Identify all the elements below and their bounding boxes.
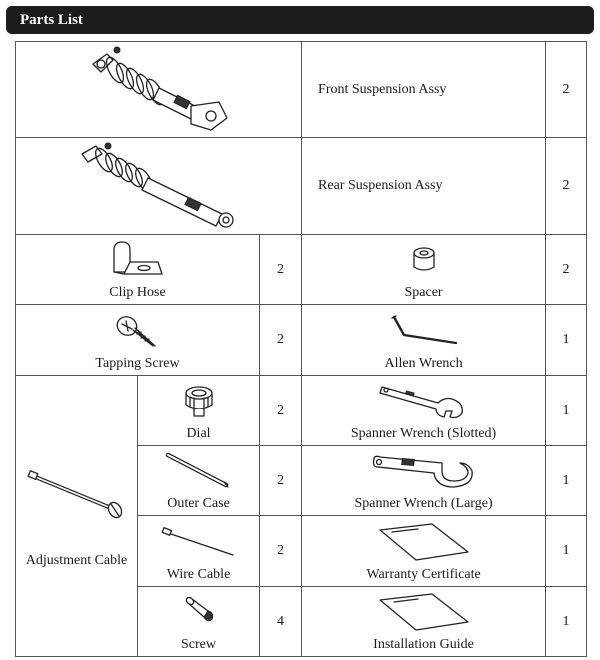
wire-cable-name: Wire Cable (166, 567, 231, 582)
clip-hose-icon (110, 240, 166, 280)
dial-cell (138, 376, 260, 446)
outer-case-qty: 2 (260, 446, 302, 516)
spanner-wrench-large-icon (368, 451, 480, 491)
table-row (16, 376, 587, 446)
front-suspension-icon (79, 44, 239, 136)
dial-icon (182, 383, 216, 419)
wire-cable-icon (159, 525, 239, 559)
allen-wrench-qty: 1 (546, 305, 587, 376)
parts-table (15, 41, 587, 657)
screw-qty: 4 (260, 587, 302, 657)
spacer-name: Spacer (404, 285, 443, 300)
wire-cable-cell (138, 516, 260, 587)
spanner-large-cell (302, 446, 546, 516)
clip-hose-qty: 2 (260, 235, 302, 305)
table-row (16, 235, 587, 305)
warranty-name: Warranty Certificate (366, 567, 481, 582)
front-suspension-name: Front Suspension Assy (302, 42, 546, 138)
outer-case-icon (164, 451, 234, 491)
rear-suspension-name: Rear Suspension Assy (302, 138, 546, 235)
spacer-icon (410, 245, 438, 275)
outer-case-cell (138, 446, 260, 516)
adjustment-cable-name: Adjustment Cable (25, 552, 128, 568)
installation-guide-icon (376, 592, 472, 632)
spanner-slotted-cell (302, 376, 546, 446)
spanner-slotted-name: Spanner Wrench (Slotted) (350, 426, 497, 441)
screw-cell (138, 587, 260, 657)
rear-suspension-image-cell (16, 138, 302, 235)
tapping-screw-icon (113, 312, 163, 350)
install-guide-name: Installation Guide (373, 637, 474, 652)
tapping-screw-cell (16, 305, 260, 376)
spanner-slotted-qty: 1 (546, 376, 587, 446)
install-guide-qty: 1 (546, 587, 587, 657)
allen-wrench-name: Allen Wrench (384, 356, 463, 371)
outer-case-name: Outer Case (167, 496, 230, 511)
tapping-screw-qty: 2 (260, 305, 302, 376)
spanner-large-name: Spanner Wrench (Large) (354, 496, 493, 511)
front-suspension-qty: 2 (546, 42, 587, 138)
table-row (16, 42, 587, 138)
header-title: Parts List (20, 12, 83, 28)
clip-hose-cell (16, 235, 260, 305)
install-guide-cell (302, 587, 546, 657)
warranty-cell (302, 516, 546, 587)
spacer-cell (302, 235, 546, 305)
table-row (16, 305, 587, 376)
dial-name: Dial (186, 426, 211, 441)
clip-hose-name: Clip Hose (109, 285, 166, 300)
spanner-large-qty: 1 (546, 446, 587, 516)
adjustment-cable-icon (25, 466, 129, 526)
warranty-certificate-icon (376, 522, 472, 562)
front-suspension-image-cell (16, 42, 302, 138)
allen-wrench-icon (386, 313, 462, 349)
rear-suspension-qty: 2 (546, 138, 587, 235)
tapping-screw-name: Tapping Screw (95, 356, 180, 371)
allen-wrench-cell (302, 305, 546, 376)
spanner-wrench-slotted-icon (378, 381, 470, 421)
rear-suspension-icon (74, 140, 244, 232)
wire-cable-qty: 2 (260, 516, 302, 587)
adjustment-cable-cell (16, 376, 138, 657)
dial-qty: 2 (260, 376, 302, 446)
warranty-qty: 1 (546, 516, 587, 587)
parts-list-header (6, 6, 594, 34)
spacer-qty: 2 (546, 235, 587, 305)
screw-icon (182, 597, 216, 627)
table-row (16, 138, 587, 235)
screw-name: Screw (181, 637, 216, 652)
